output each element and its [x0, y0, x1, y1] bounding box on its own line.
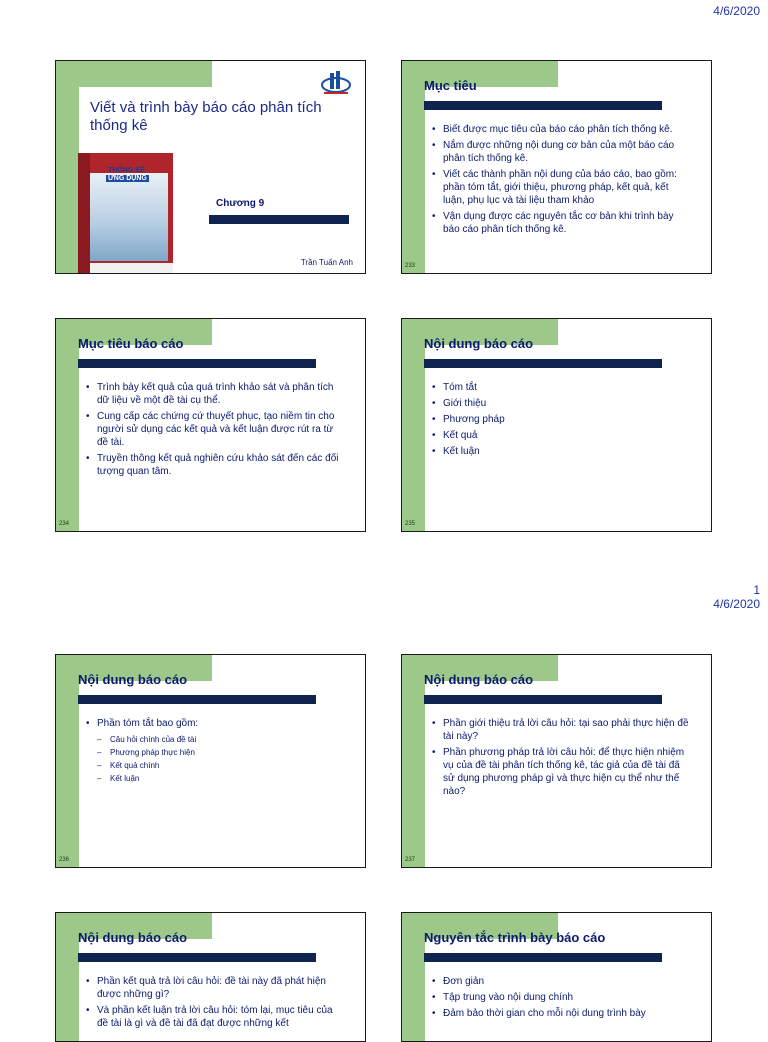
slide-title: Nội dung báo cáo [424, 336, 534, 351]
bullet-item: • Phương pháp [432, 413, 691, 426]
slide-title: Mục tiêu báo cáo [78, 336, 184, 351]
slide-234 [55, 318, 366, 532]
slide-topband [56, 61, 212, 87]
title-bar [424, 953, 662, 962]
page-date-top: 4/6/2020 [713, 4, 760, 18]
book-title-line1: THỐNG KÊ [108, 167, 145, 174]
bullet-item: • Kết quả [432, 429, 691, 442]
bullet-item: • Và phần kết luận trả lời câu hỏi: tóm lại, mục tiêu của đề tài là gì và đề tài đã đạt được những kết [86, 1004, 345, 1030]
title-bar [78, 359, 316, 368]
title-bar [78, 695, 316, 704]
slide-number: 236 [59, 857, 70, 863]
slide-236 [55, 654, 366, 868]
bullet-item: • Trình bày kết quả của quá trình khảo sát và phân tích dữ liệu về một đề tài cụ thể. [86, 381, 345, 407]
sub-bullet-item: – Phương pháp thực hiện [86, 746, 345, 759]
bullet-item: • Phần tóm tắt bao gồm: [86, 717, 345, 730]
title-bar [78, 953, 316, 962]
cover-title: Viết và trình bày báo cáo phân tích thống kê [90, 99, 322, 134]
bullet-item: • Phần phương pháp trả lời câu hỏi: để thực hiện nhiệm vụ của đề tài phân tích thống kê, tác giả của đề tài đã sử dụng phương pháp gì và thực hiện cụ thể như thế nào? [432, 746, 691, 798]
page-date-mid: 4/6/2020 [713, 597, 760, 611]
bullet-item: • Phần giới thiệu trả lời câu hỏi: tại sao phải thực hiện đề tài này? [432, 717, 691, 743]
bullet-item: • Nắm được những nội dung cơ bản của một báo cáo phân tích thống kê. [432, 139, 691, 165]
bullet-item: • Cung cấp các chứng cứ thuyết phục, tạo niềm tin cho người sử dụng các kết quả và kết luận được rút ra từ đề tài. [86, 410, 345, 449]
slide-band [56, 61, 79, 273]
bullet-item: • Phần kết quả trả lời câu hỏi: đề tài này đã phát hiện được những gì? [86, 975, 345, 1001]
book-cover-image [78, 153, 173, 274]
slide-233 [401, 60, 712, 274]
bullet-item: • Đảm bảo thời gian cho mỗi nội dung trình bày [432, 1007, 691, 1020]
slide-title: Mục tiêu [424, 78, 477, 93]
bullet-item: • Truyền thông kết quả nghiên cứu khảo sát đến các đối tượng quan tâm. [86, 452, 345, 478]
slide-cover [55, 60, 366, 274]
bullet-item: • Viết các thành phần nội dung của báo cáo, bao gồm: phần tóm tắt, giới thiệu, phương pháp, kết quả, kết luận, phụ lục và tài liệu tham khảo [432, 168, 691, 207]
university-logo-icon [319, 69, 353, 97]
slide-title: Nguyên tắc trình bày báo cáo [424, 930, 606, 945]
slide-239 [401, 912, 712, 1042]
sub-bullet-item: – Kết quả chính [86, 759, 345, 772]
bullet-item: • Đơn giản [432, 975, 691, 988]
sub-bullet-item: – Kết luận [86, 772, 345, 785]
title-bar [424, 695, 662, 704]
book-title-line2: ỨNG DỤNG [108, 175, 147, 182]
title-bar [424, 101, 662, 110]
cover-author: Trần Tuấn Anh [300, 258, 353, 267]
cover-chapter: Chương 9 [216, 198, 265, 209]
bullet-item: • Kết luận [432, 445, 691, 458]
slide-238 [55, 912, 366, 1042]
slide-237 [401, 654, 712, 868]
slide-title: Nội dung báo cáo [78, 930, 188, 945]
slide-title: Nội dung báo cáo [424, 672, 534, 687]
title-bar [209, 215, 349, 224]
slide-title: Nội dung báo cáo [78, 672, 188, 687]
slide-number: 233 [405, 263, 416, 269]
page-number: 1 [753, 583, 760, 597]
slide-number: 237 [405, 857, 416, 863]
sub-bullet-item: – Câu hỏi chính của đề tài [86, 733, 345, 746]
slide-235 [401, 318, 712, 532]
bullet-item: • Giới thiệu [432, 397, 691, 410]
bullet-item: • Tóm tắt [432, 381, 691, 394]
slide-number: 234 [59, 521, 70, 527]
bullet-item: • Biết được mục tiêu của báo cáo phân tích thống kê. [432, 123, 691, 136]
bullet-item: • Tập trung vào nội dung chính [432, 991, 691, 1004]
title-bar [424, 359, 662, 368]
slide-number: 235 [405, 521, 416, 527]
bullet-item: • Vận dụng được các nguyên tắc cơ bản khi trình bày báo cáo phân tích thống kê. [432, 210, 691, 236]
